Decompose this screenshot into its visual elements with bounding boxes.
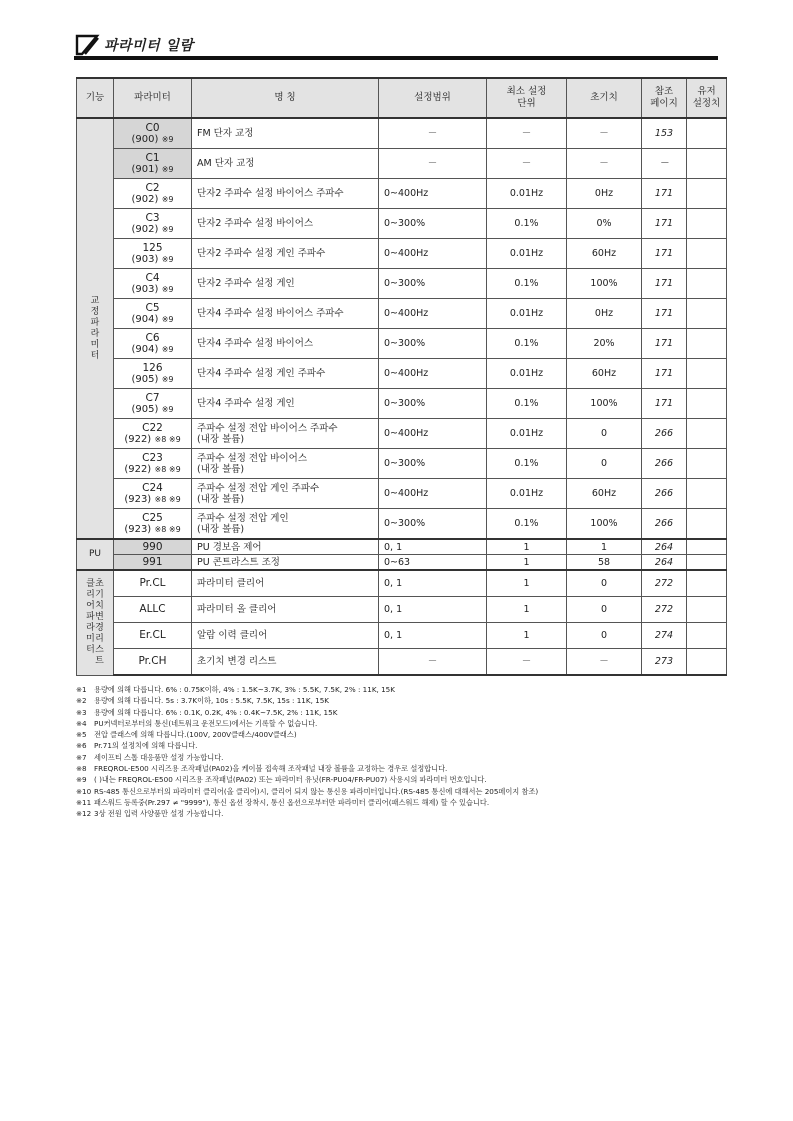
min-setting-unit: － <box>487 649 567 676</box>
table-row <box>77 269 727 299</box>
reference-page: 171 <box>642 389 687 419</box>
user-setting <box>687 623 727 649</box>
parameter-name-text: AM 단자 교정 <box>197 158 255 169</box>
parameter-note-ref: ※9 <box>161 314 174 324</box>
parameter-name <box>192 649 379 676</box>
setting-range: 0, 1 <box>379 539 487 555</box>
header-rule <box>74 56 718 60</box>
initial-value: 60Hz <box>567 239 642 269</box>
table-row <box>77 479 727 509</box>
setting-range: 0, 1 <box>379 597 487 623</box>
parameter-note-ref: ※8 ※9 <box>154 524 181 534</box>
footnote-key: ※6 <box>76 741 87 751</box>
parameter-name <box>192 239 379 269</box>
parameter-name <box>192 449 379 479</box>
min-setting-unit: 1 <box>487 623 567 649</box>
parameter-name-text: PU 콘트라스트 조정 <box>197 556 280 568</box>
reference-page: 266 <box>642 509 687 540</box>
footnote-text: Pr.71의 설정치에 의해 다릅니다. <box>94 741 198 751</box>
group-label-calibration <box>77 118 114 539</box>
group-label-pu: PU <box>77 539 114 570</box>
reference-page: 273 <box>642 649 687 676</box>
min-setting-unit: 1 <box>487 539 567 555</box>
footnote-item <box>76 786 736 797</box>
initial-value: 100% <box>567 389 642 419</box>
footnote-key: ※2 <box>76 696 87 706</box>
parameter-number <box>114 623 192 649</box>
table-row <box>77 555 727 571</box>
parameter-name <box>192 209 379 239</box>
user-setting <box>687 419 727 449</box>
footnote-key: ※10 <box>76 786 92 796</box>
col-header-parameter: 파라미터 <box>114 78 192 118</box>
parameter-name <box>192 269 379 299</box>
parameter-name <box>192 299 379 329</box>
parameter-name <box>192 419 379 449</box>
parameter-alt-id: (904) <box>131 313 159 325</box>
footnote-item <box>76 695 736 706</box>
parameter-number <box>114 239 192 269</box>
parameter-name-text: 초기치 변경 리스트 <box>197 656 277 667</box>
table-row <box>77 623 727 649</box>
footnote-text: 패스워드 등록중(Pr.297 ≠ "9999"), 통신 옵션 장착시, 통신 옵션으로부터만 파라미터 클리어(패스워드 해제) 할 수 있습니다. <box>94 797 490 807</box>
parameter-id: C1 <box>145 151 160 164</box>
parameter-note-ref: ※9 <box>161 224 174 234</box>
parameter-note-ref: ※9 <box>161 344 174 354</box>
parameter-alt-id: (923) <box>124 523 152 535</box>
parameter-id: 126 <box>142 361 163 374</box>
parameter-number <box>114 649 192 676</box>
min-setting-unit: 0.01Hz <box>487 359 567 389</box>
user-setting <box>687 239 727 269</box>
parameter-alt-id: (922) <box>124 463 152 475</box>
parameter-note-ref: ※8 ※9 <box>154 464 181 474</box>
parameter-name-text: 파라미터 클리어 <box>197 578 265 589</box>
table-header-row <box>77 78 727 118</box>
setting-range: 0, 1 <box>379 570 487 597</box>
user-setting <box>687 209 727 239</box>
setting-range: 0~400Hz <box>379 299 487 329</box>
footnote-key: ※12 <box>76 809 92 819</box>
parameter-number <box>114 389 192 419</box>
parameter-name-text: 단자4 주파수 설정 바이어스 <box>197 338 314 349</box>
parameter-name-text: 알람 이력 클리어 <box>197 630 268 641</box>
reference-page: 272 <box>642 570 687 597</box>
user-setting <box>687 479 727 509</box>
footnote-text: ( )내는 FREQROL-E500 시리즈용 조작패널(PA02) 또는 파라미터 유닛(FR-PU04/FR-PU07) 사용시의 파라미터 번호입니다. <box>94 775 487 785</box>
parameter-name-sub: (내장 볼륨) <box>197 523 245 535</box>
initial-value: 60Hz <box>567 359 642 389</box>
table-row <box>77 649 727 676</box>
parameter-number <box>114 269 192 299</box>
min-setting-unit: 0.1% <box>487 389 567 419</box>
user-setting <box>687 597 727 623</box>
parameter-name <box>192 149 379 179</box>
setting-range: 0~300% <box>379 389 487 419</box>
footnote-key: ※7 <box>76 752 87 762</box>
user-setting <box>687 649 727 676</box>
col-header-user-setting: 유저 설정치 <box>687 78 727 118</box>
footnote-item <box>76 763 736 774</box>
setting-range: 0, 1 <box>379 623 487 649</box>
table-row <box>77 449 727 479</box>
user-setting <box>687 570 727 597</box>
initial-value: 100% <box>567 269 642 299</box>
parameter-number <box>114 509 192 540</box>
parameter-note-ref: ※9 <box>161 164 174 174</box>
col-header-function: 기능 <box>77 78 114 118</box>
parameter-id: C24 <box>142 481 163 494</box>
parameter-alt-id: (902) <box>131 193 159 205</box>
parameter-number <box>114 555 192 571</box>
initial-value: 0 <box>567 597 642 623</box>
footnote-text: 3상 전원 입력 사양품만 설정 가능합니다. <box>94 809 224 819</box>
setting-range: 0~400Hz <box>379 479 487 509</box>
footnote-key: ※4 <box>76 718 87 728</box>
footnote-item <box>76 729 736 740</box>
initial-value: 1 <box>567 539 642 555</box>
initial-value: 0Hz <box>567 299 642 329</box>
parameter-alt-id: (922) <box>124 433 152 445</box>
parameter-number <box>114 209 192 239</box>
parameter-id: Er.CL <box>139 629 166 641</box>
parameter-name <box>192 555 379 571</box>
user-setting <box>687 449 727 479</box>
table-row <box>77 597 727 623</box>
initial-value: 0 <box>567 623 642 649</box>
setting-range: 0~400Hz <box>379 419 487 449</box>
parameter-number <box>114 179 192 209</box>
footnote-item <box>76 774 736 785</box>
parameter-name <box>192 539 379 555</box>
initial-value: － <box>567 149 642 179</box>
parameter-name <box>192 623 379 649</box>
parameter-id: Pr.CH <box>138 655 167 667</box>
parameter-number <box>114 597 192 623</box>
initial-value: 58 <box>567 555 642 571</box>
parameter-name <box>192 118 379 149</box>
reference-page: 266 <box>642 449 687 479</box>
col-header-initial: 초기치 <box>567 78 642 118</box>
parameter-note-ref: ※9 <box>161 194 174 204</box>
initial-value: 0% <box>567 209 642 239</box>
parameter-note-ref: ※9 <box>161 134 174 144</box>
initial-value: － <box>567 118 642 149</box>
footnote-text: 세이프티 스톱 대응품만 설정 가능합니다. <box>94 752 224 762</box>
brand-logo-icon <box>74 34 100 56</box>
min-setting-unit: 1 <box>487 555 567 571</box>
group-label-clear <box>77 570 114 675</box>
min-setting-unit: 0.1% <box>487 449 567 479</box>
parameter-name-sub: (내장 볼륨) <box>197 493 245 505</box>
min-setting-unit: 0.01Hz <box>487 419 567 449</box>
col-header-name: 명 칭 <box>192 78 379 118</box>
parameter-id: C7 <box>145 391 160 404</box>
parameter-name <box>192 479 379 509</box>
initial-value: 0 <box>567 570 642 597</box>
parameter-name <box>192 329 379 359</box>
user-setting <box>687 509 727 540</box>
page-header <box>74 32 718 62</box>
table-row <box>77 179 727 209</box>
reference-page: 264 <box>642 539 687 555</box>
initial-value: 100% <box>567 509 642 540</box>
parameter-alt-id: (903) <box>131 253 159 265</box>
parameter-id: C4 <box>145 271 160 284</box>
group-label-text-a: 클리어파라미터 <box>86 578 95 655</box>
table-row <box>77 299 727 329</box>
parameter-name-text: FM 단자 교정 <box>197 128 254 139</box>
parameter-alt-id: (905) <box>131 373 159 385</box>
setting-range: 0~300% <box>379 509 487 540</box>
parameter-alt-id: (901) <box>131 163 159 175</box>
parameter-id: C3 <box>145 211 160 224</box>
parameter-name <box>192 359 379 389</box>
table-row <box>77 570 727 597</box>
parameter-name-text: 파라미터 올 클리어 <box>197 604 277 615</box>
user-setting <box>687 269 727 299</box>
parameter-name-sub: (내장 볼륨) <box>197 433 245 445</box>
initial-value: － <box>567 649 642 676</box>
parameter-name-text: 단자4 주파수 설정 게인 <box>197 398 295 409</box>
setting-range: 0~400Hz <box>379 179 487 209</box>
setting-range: － <box>379 149 487 179</box>
setting-range: － <box>379 118 487 149</box>
parameter-note-ref: ※9 <box>161 254 174 264</box>
footnote-key: ※3 <box>76 707 87 717</box>
min-setting-unit: 0.1% <box>487 269 567 299</box>
parameter-name-sub: (내장 볼륨) <box>197 463 245 475</box>
parameter-number <box>114 539 192 555</box>
user-setting <box>687 149 727 179</box>
col-header-ref-page: 참조 페이지 <box>642 78 687 118</box>
parameter-number <box>114 359 192 389</box>
table-row <box>77 419 727 449</box>
user-setting <box>687 299 727 329</box>
parameter-alt-id: (903) <box>131 283 159 295</box>
footnote-item <box>76 752 736 763</box>
parameter-alt-id: (905) <box>131 403 159 415</box>
table-row <box>77 118 727 149</box>
parameter-id: C0 <box>145 121 160 134</box>
min-setting-unit: 0.1% <box>487 509 567 540</box>
parameter-alt-id: (923) <box>124 493 152 505</box>
parameter-note-ref: ※9 <box>161 374 174 384</box>
reference-page: 171 <box>642 359 687 389</box>
reference-page: 266 <box>642 419 687 449</box>
min-setting-unit: 1 <box>487 570 567 597</box>
reference-page: 171 <box>642 179 687 209</box>
parameter-note-ref: ※9 <box>161 404 174 414</box>
parameter-name-text: 단자2 주파수 설정 바이어스 주파수 <box>197 188 344 199</box>
parameter-number <box>114 118 192 149</box>
table-row <box>77 239 727 269</box>
footnote-key: ※11 <box>76 797 92 807</box>
user-setting <box>687 118 727 149</box>
table-row <box>77 509 727 540</box>
parameter-name-text: 단자4 주파수 설정 게인 주파수 <box>197 368 326 379</box>
reference-page: 266 <box>642 479 687 509</box>
initial-value: 60Hz <box>567 479 642 509</box>
footnote-item <box>76 707 736 718</box>
parameter-number <box>114 479 192 509</box>
parameter-name-text: 단자2 주파수 설정 게인 주파수 <box>197 248 326 259</box>
reference-page: 171 <box>642 209 687 239</box>
initial-value: 0Hz <box>567 179 642 209</box>
min-setting-unit: 0.01Hz <box>487 299 567 329</box>
user-setting <box>687 359 727 389</box>
footnote-key: ※5 <box>76 730 87 740</box>
parameter-name <box>192 509 379 540</box>
min-setting-unit: 0.01Hz <box>487 239 567 269</box>
col-header-range: 설정범위 <box>379 78 487 118</box>
initial-value: 0 <box>567 419 642 449</box>
parameter-number <box>114 449 192 479</box>
table-row <box>77 539 727 555</box>
setting-range: 0~300% <box>379 209 487 239</box>
min-setting-unit: 0.1% <box>487 209 567 239</box>
reference-page: 264 <box>642 555 687 571</box>
setting-range: 0~300% <box>379 269 487 299</box>
parameter-note-ref: ※8 ※9 <box>154 494 181 504</box>
user-setting <box>687 555 727 571</box>
parameter-id: C23 <box>142 451 163 464</box>
min-setting-unit: － <box>487 118 567 149</box>
footnote-key: ※8 <box>76 764 87 774</box>
setting-range: 0~400Hz <box>379 239 487 269</box>
parameter-number <box>114 299 192 329</box>
page-title: 파라미터 일람 <box>104 38 194 54</box>
min-setting-unit: 0.1% <box>487 329 567 359</box>
parameter-id: 991 <box>142 555 163 568</box>
setting-range: 0~300% <box>379 329 487 359</box>
parameter-number <box>114 149 192 179</box>
parameter-id: C5 <box>145 301 160 314</box>
parameter-number <box>114 329 192 359</box>
min-setting-unit: 0.01Hz <box>487 179 567 209</box>
reference-page: 171 <box>642 299 687 329</box>
table-row <box>77 149 727 179</box>
footnote-item <box>76 808 736 819</box>
parameter-name-text: 단자2 주파수 설정 게인 <box>197 278 295 289</box>
user-setting <box>687 179 727 209</box>
table-row <box>77 359 727 389</box>
parameter-name-text: 단자4 주파수 설정 바이어스 주파수 <box>197 308 344 319</box>
parameter-id: C2 <box>145 181 160 194</box>
footnote-item <box>76 740 736 751</box>
user-setting <box>687 539 727 555</box>
table-row <box>77 389 727 419</box>
reference-page: 171 <box>642 329 687 359</box>
parameter-id: C6 <box>145 331 160 344</box>
parameter-alt-id: (902) <box>131 223 159 235</box>
parameter-name <box>192 570 379 597</box>
footnote-item <box>76 718 736 729</box>
parameter-id: C22 <box>142 421 163 434</box>
parameter-number <box>114 570 192 597</box>
parameter-name-text: 단자2 주파수 설정 바이어스 <box>197 218 314 229</box>
footnote-text: 용량에 의해 다릅니다. 6% : 0.75K이하, 4% : 1.5K~3.7K, 3% : 5.5K, 7.5K, 2% : 11K, 15K <box>94 685 395 694</box>
table-row <box>77 329 727 359</box>
footnote-item <box>76 684 736 695</box>
group-label-text: 교정파라미터 <box>90 295 100 361</box>
parameter-id: Pr.CL <box>139 577 166 589</box>
parameter-alt-id: (900) <box>131 133 159 145</box>
parameter-id: ALLC <box>139 603 166 615</box>
setting-range: － <box>379 649 487 676</box>
parameter-id: C25 <box>142 511 163 524</box>
reference-page: 171 <box>642 239 687 269</box>
user-setting <box>687 389 727 419</box>
reference-page: 171 <box>642 269 687 299</box>
parameter-note-ref: ※9 <box>161 284 174 294</box>
setting-range: 0~300% <box>379 449 487 479</box>
parameter-name <box>192 389 379 419</box>
footnote-key: ※9 <box>76 775 87 785</box>
parameter-note-ref: ※8 ※9 <box>154 434 181 444</box>
footnote-key: ※1 <box>76 685 87 694</box>
parameter-name-text: 주파수 설정 전압 게인 주파수 <box>197 482 320 494</box>
initial-value: 20% <box>567 329 642 359</box>
reference-page: － <box>642 149 687 179</box>
parameter-alt-id: (904) <box>131 343 159 355</box>
initial-value: 0 <box>567 449 642 479</box>
parameter-number <box>114 419 192 449</box>
parameter-name <box>192 179 379 209</box>
footnote-text: 용량에 의해 다릅니다. 6% : 0.1K, 0.2K, 4% : 0.4K~7.5K, 2% : 11K, 15K <box>94 707 338 717</box>
footnote-text: 용량에 의해 다릅니다. 5s : 3.7K이하, 10s : 5.5K, 7.5K, 15s : 11K, 15K <box>94 696 330 706</box>
reference-page: 274 <box>642 623 687 649</box>
table-row <box>77 209 727 239</box>
setting-range: 0~63 <box>379 555 487 571</box>
footnote-item <box>76 797 736 808</box>
footnote-text: FREQROL-E500 시리즈용 조작패널(PA02)을 케이블 접속해 조작패널 내장 볼륨을 교정하는 경우로 설정합니다. <box>94 764 448 774</box>
parameter-name-text: 주파수 설정 전압 바이어스 주파수 <box>197 422 338 434</box>
parameter-name-text: 주파수 설정 전압 바이어스 <box>197 452 308 464</box>
parameter-id: 990 <box>142 540 163 553</box>
col-header-min-unit: 최소 설정 단위 <box>487 78 567 118</box>
group-label-text-b: 초기치변경리스트 <box>95 578 104 666</box>
footnotes <box>76 684 736 820</box>
parameter-table <box>76 77 727 676</box>
footnote-text: 전압 클래스에 의해 다릅니다.(100V, 200V클래스/400V클래스) <box>94 730 297 740</box>
parameter-name-text: PU 경보음 제어 <box>197 541 262 553</box>
reference-page: 272 <box>642 597 687 623</box>
parameter-name-text: 주파수 설정 전압 게인 <box>197 512 289 524</box>
setting-range: 0~400Hz <box>379 359 487 389</box>
footnote-text: RS-485 통신으로부터의 파라미터 클리어(올 클리어)시, 클리어 되지 않는 통신용 파라미터입니다.(RS-485 통신에 대해서는 205페이지 참조) <box>94 786 539 796</box>
footnote-text: PU커넥터로부터의 통신(네트워크 운전모드)에서는 기록할 수 없습니다. <box>94 718 318 728</box>
parameter-name <box>192 597 379 623</box>
reference-page: 153 <box>642 118 687 149</box>
user-setting <box>687 329 727 359</box>
min-setting-unit: － <box>487 149 567 179</box>
parameter-id: 125 <box>142 241 163 254</box>
min-setting-unit: 0.01Hz <box>487 479 567 509</box>
min-setting-unit: 1 <box>487 597 567 623</box>
